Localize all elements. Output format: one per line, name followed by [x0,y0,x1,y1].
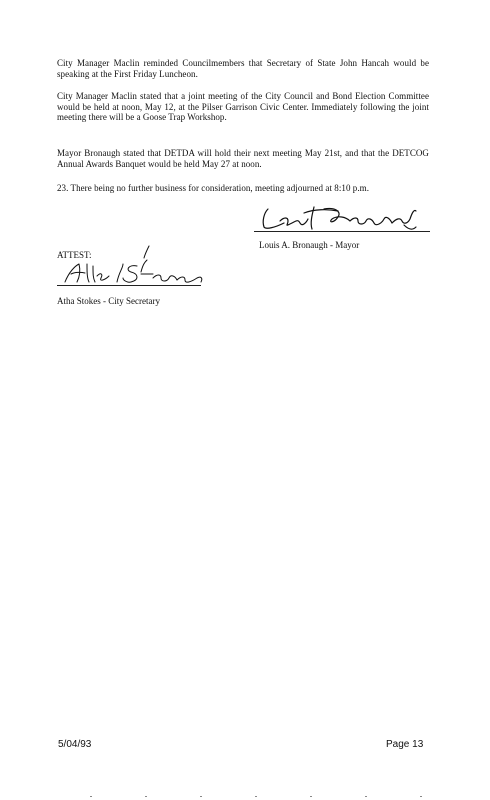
scan-speck [145,796,147,797]
mayor-signature-caption: Louis A. Bronaugh - Mayor [259,240,360,250]
scan-speck [200,796,202,797]
city-secretary-signature-line [57,285,201,286]
paragraph-detda-meeting: Mayor Bronaugh stated that DETDA will hold their next meeting May 21st, and that the DETCOG Annual Awards Banquet would be held May 27 at noon. [57,148,429,169]
scan-speck [365,796,367,797]
paragraph-first-friday-luncheon: City Manager Maclin reminded Councilmembers that Secretary of State John Hancah would be speaking at the First Friday Luncheon. [57,58,429,79]
scan-speck [310,796,312,797]
scan-speck [255,796,257,797]
scan-speck [420,796,422,797]
scan-speck [90,796,92,797]
attest-label: ATTEST: [57,250,92,260]
mayor-handwritten-signature [254,203,430,233]
footer-page-number: Page 13 [386,739,424,750]
paragraph-adjournment: 23. There being no further business for consideration, meeting adjourned at 8:10 p.m. [57,183,370,193]
mayor-signature-line [254,231,430,232]
city-secretary-signature-caption: Atha Stokes - City Secretary [57,296,160,306]
city-secretary-handwritten-signature [57,242,207,286]
paragraph-joint-meeting: City Manager Maclin stated that a joint meeting of the City Council and Bond Election Committee would be held at noon, May 12, at the Pilser Garrison Civic Center. Immediately following the joint meeting there will be a Goose Trap Workshop. [57,91,429,122]
footer-date: 5/04/93 [58,739,92,750]
